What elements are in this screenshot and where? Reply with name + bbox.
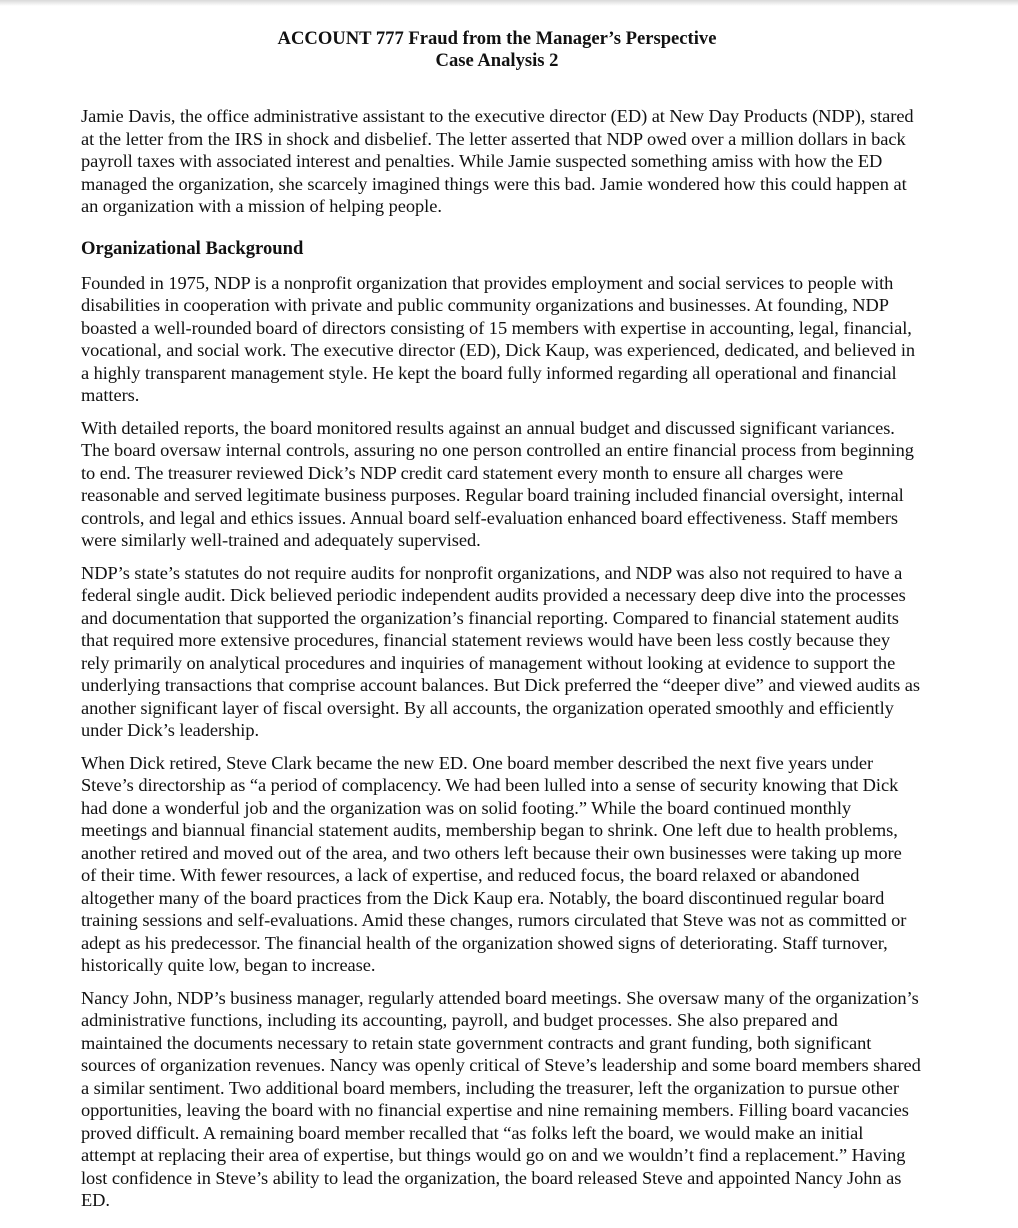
document-page [81,28,921,1212]
case-subtitle: Case Analysis 2 [435,50,559,71]
paragraph-steve-clark: When Dick retired, Steve Clark became the new ED. One board member described the next five years under Steve’s directorship as “a period of complacency. We had been lulled into a sense of security knowing that Dick had done a wonderful job and the organization was on solid footing.” While the board continued monthly meetings and biannual financial statement audits, membership began to shrink. One left due to health problems, another retired and moved out of the area, and two others left because their own businesses were taking up more of their time. With fewer resources, a lack of expertise, and reduced focus, the board relaxed or abandoned altogether many of the board practices from the Dick Kaup era. Notably, the board discontinued regular board training sessions and self-evaluations. Amid these changes, rumors circulated that Steve was not as committed or adept as his predecessor. The financial health of the organization showed signs of deteriorating. Staff turnover, historically quite low, began to increase. [81,752,907,975]
paragraph-board-oversight: With detailed reports, the board monitored results against an annual budget and discussed significant variances. The board oversaw internal controls, assuring no one person controlled an entire financial process from beginning to end. The treasurer reviewed Dick’s NDP credit card statement every month to ensure all charges were reasonable and served legitimate business purposes. Regular board training included financial oversight, internal controls, and legal and ethics issues. Annual board self-evaluation enhanced board effectiveness. Staff members were similarly well-trained and adequately supervised. [81,417,914,550]
course-title: ACCOUNT 777 Fraud from the Manager’s Perspective [277,28,717,49]
intro-paragraph: Jamie Davis, the office administrative assistant to the executive director (ED) at New Day Products (NDP), stared at the letter from the IRS in shock and disbelief. The letter asserted that NDP owed over a million dollars in back payroll taxes with associated interest and penalties. While Jamie suspected something amiss with how the ED managed the organization, she scarcely imagined things were this bad. Jamie wondered how this could happen at an organization with a mission of helping people. [81,106,914,216]
page-top-edge [0,0,1018,6]
paragraph-founding: Founded in 1975, NDP is a nonprofit organization that provides employment and social services to people with disabilities in cooperation with private and public community organizations and businesses. At founding, NDP boasted a well-rounded board of directors consisting of 15 members with expertise in accounting, legal, financial, vocational, and social work. The executive director (ED), Dick Kaup, was experienced, dedicated, and believed in a highly transparent management style. He kept the board fully informed regarding all operational and financial matters. [81,272,916,405]
section-heading: Organizational Background [81,237,304,259]
paragraph-nancy-john: Nancy John, NDP’s business manager, regularly attended board meetings. She oversaw many of the organization’s administrative functions, including its accounting, payroll, and budget processes. She also prepared and maintained the documents necessary to retain state government contracts and grant funding, both significant sources of organization revenues. Nancy was openly critical of Steve’s leadership and some board members shared a similar sentiment. Two additional board members, including the treasurer, left the organization to pursue other opportunities, leaving the board with no financial expertise and nine remaining members. Filling board vacancies proved difficult. A remaining board member recalled that “as folks left the board, we would make an initial attempt at replacing their area of expertise, but things would go on and we wouldn’t find a replacement.” Having lost confidence in Steve’s ability to lead the organization, the board released Steve and appointed Nancy John as ED. [81,987,921,1210]
paragraph-audits: NDP’s state’s statutes do not require audits for nonprofit organizations, and NDP was also not required to have a federal single audit. Dick believed periodic independent audits provided a necessary deep dive into the processes and documentation that supported the organization’s financial reporting. Compared to financial statement audits that required more extensive procedures, financial statement reviews would have been less costly because they rely primarily on analytical procedures and inquiries of management without looking at evidence to support the underlying transactions that comprise account balances. But Dick preferred the “deeper dive” and viewed audits as another significant layer of fiscal oversight. By all accounts, the organization operated smoothly and efficiently under Dick’s leadership. [81,562,920,740]
document-title [81,28,913,72]
